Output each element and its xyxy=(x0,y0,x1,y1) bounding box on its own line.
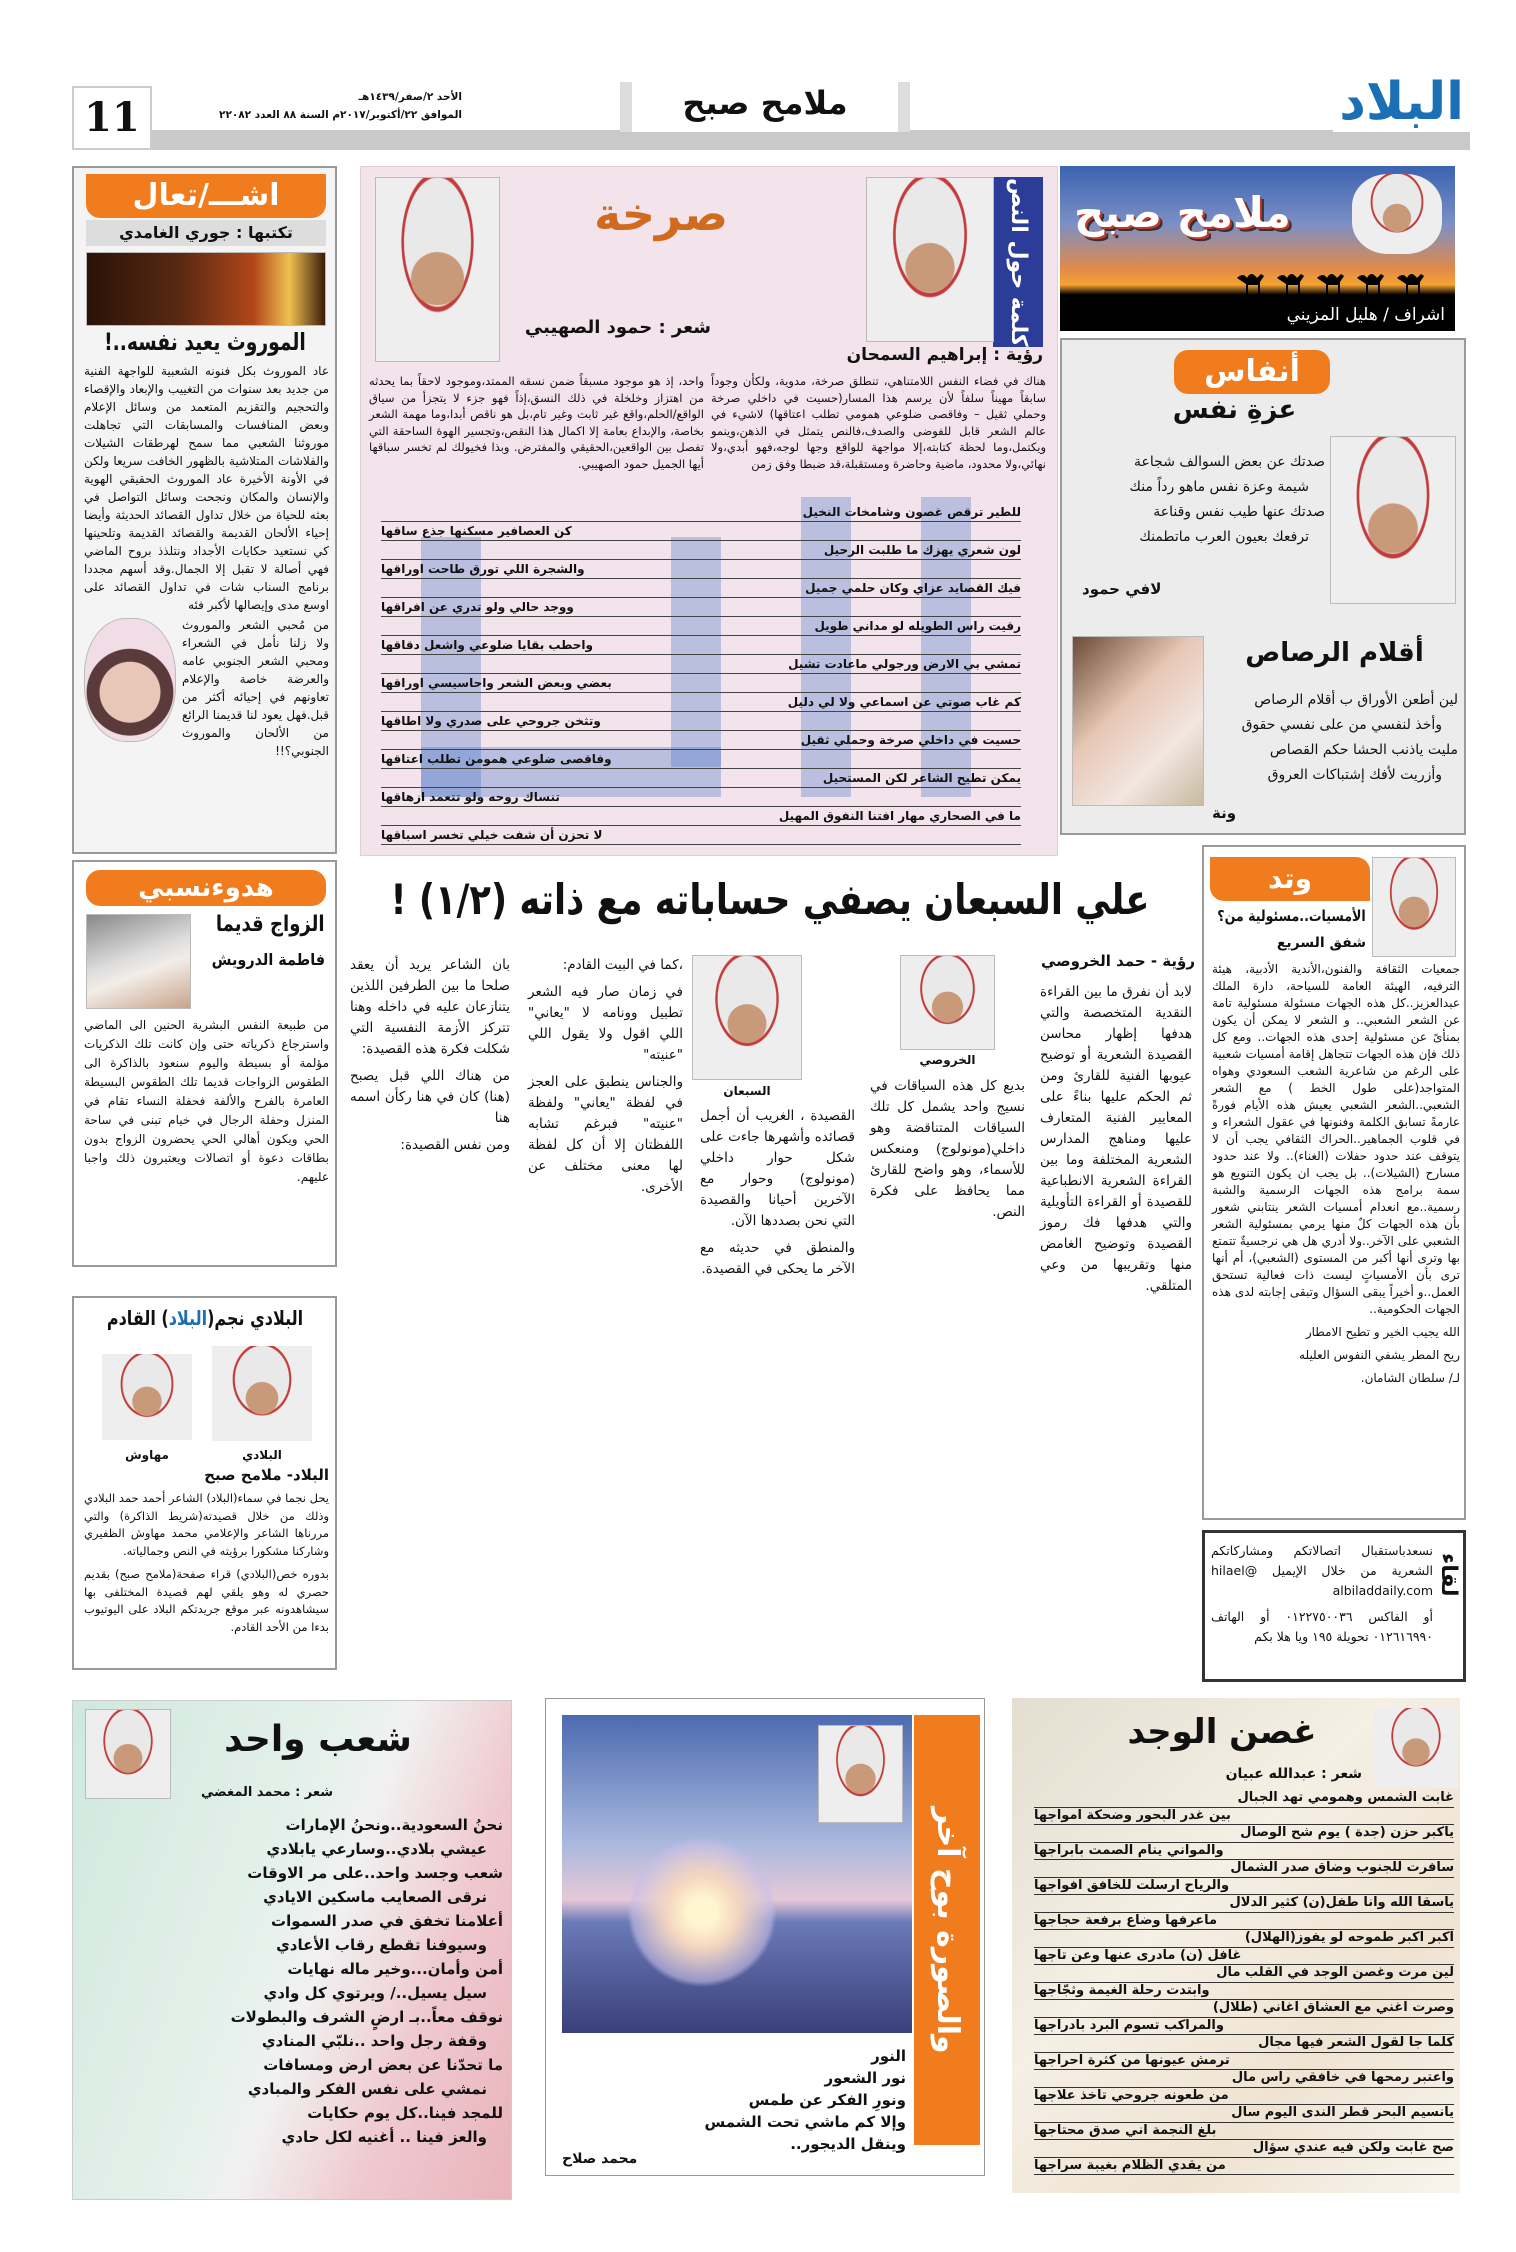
poem-title: صرخة xyxy=(593,187,729,241)
article-paragraph: والجناس ينطبق على العجز في لفظة "يعاني" ولفظة "عنيته" فبرغم تشابه اللفظتان إلا أن كل لفظة لها معنى مختلف عن الأخرى. xyxy=(528,1074,683,1195)
article-paragraph-list xyxy=(870,1076,1025,1229)
verse-line: والمراكب تسوم البرد بادراجها xyxy=(1034,2018,1454,2036)
article-paragraph: في زمان صار فيه الشعر تطبيل وونامه لا "يعاني" اللي اقول ولا يقول اللي "عنيته" xyxy=(528,984,683,1063)
verse-line: والرياح ارسلت للخافق افواجها xyxy=(1034,1878,1454,1896)
critic-byline: رؤية : إبراهيم السمحان xyxy=(846,345,1043,365)
column-tag: اشـــ/تعال xyxy=(86,174,326,218)
sarkha-section xyxy=(360,166,1058,856)
column-paragraph: من طبيعة النفس البشرية الحنين الى الماضي واسترجاع ذكرياته حتى وإن كانت تلك الذكريات مؤلمة أو بسيطة واليوم سنعود بالذاكرة الى الطقوس الزواجات قديما تلك الطقوس البسيطة العامرة بالفرح والألفة فحفلة النساء تقام في المنزل وحفلة الرجال في خيام تبنى في ساحة الحي ويكون أهالي الحي يحضرون الزواج بدون بطاقات دعوة أو اتصالات ويعتبرون ذلك واجبا عليهم. xyxy=(84,1018,329,1184)
contact-box xyxy=(1202,1530,1466,1682)
poem-line: لين أطعن الأوراق ب أقلام الرصاص xyxy=(1254,692,1458,708)
anfas-box xyxy=(1060,338,1466,835)
poem-line: وينقل الديجور.. xyxy=(790,2135,906,2153)
woman-photo xyxy=(1072,636,1204,806)
contact-line: أو الفاكس ٠١٢٢٧٥٠٠٣٦ أو الهاتف ٠١٢٦١٦٩٩٠ تحويلة ١٩٥ ويا هلا بكم xyxy=(1211,1609,1433,1644)
article-paragraph: ،كما في البيت القادم: xyxy=(562,957,683,973)
poem-line: وأزريت لأفك إشتباكات العروق xyxy=(1267,767,1442,783)
verse-line: ياكبر حزن (جدة ) يوم شح الوصال xyxy=(1034,1825,1454,1843)
column-paragraph: يحل نجما في سماء(البلاد) الشاعر أحمد حمد البلادي وذلك من خلال قصيدته(شريط الذاكرة) والتي مررناها الشاعر والإعلامي محمد مهاوش الظفيري وشاركنا مشكورا برؤيته في النص وجمالياته. xyxy=(84,1491,329,1558)
poem-line: صدتك عنها طيب نفس وقناعة xyxy=(1153,504,1325,520)
poem-line: صدتك عن بعض السوالف شجاعة xyxy=(1134,454,1325,470)
verse-line: لين مرت وغصن الوجد في القلب مال xyxy=(1034,1965,1454,1983)
poet-byline: شعر : حمود الصهيبي xyxy=(524,317,711,338)
verse-line: واحطب بقايا ضلوعي واشعل دقاقها xyxy=(381,636,1021,655)
column-paragraph-list xyxy=(1212,961,1460,1393)
mahawesh-photo xyxy=(102,1354,192,1440)
verse-line: يانسيم البحر قطر الندى اليوم سال xyxy=(1034,2105,1454,2123)
verse-line: بعضي وبعض الشعر واحاسيسي اوراقها xyxy=(381,674,1021,693)
hudoo-box xyxy=(72,860,337,1267)
column-paragraph: جمعيات الثقافة والفنون،الأندية الأدبية، هيئة الترفيه، الهيئة العامة للسياحة، دارة الملك عبدالعزيز..كل هذه الجهات مسئولة مسئولية تامة عن الشعر الشعبي.. و الشعر لا يمكن أن يكون بمنأىً عن مسئولية إحدى هذه الجهات.. ومع كل ذلك فإن هذه الجهات تتجاهل إقامة أمسيات شعبية على الرغم من شاعرية الشعب السعودي وهواه المتواجد(على طول الخط ) مع الشعر الشعبي..الشعر الشعبي يعيش هذه الأيام فورةً عارمةً تسابق الكلمة وفنونها في عقول الشعراء و في قلوب الجماهير..الحراك الثقافي يجب أن لا يتوقف عند حدود حفلات (الغناء).. ولا عند حدود مسارح (الشيلات).. بل يجب ان يكون التنويع هو سمة برامج هذه الجهات الرسمية والشبة رسمية..مع انعدام أمسيات الشعر ينتابني شعور بأن هذه الجهات كلٌ منها يرمي بمسئولية الشعر الشعبي على الآخر..ولا أدري هل هي نرجسيةٌ تتمتع بها وترى أنها أكبر من المستوى (الشعبي)، أم أنها ترى بأن الأمسياتٍ ليست ذات فعالية تستحق العمل..و أخيراً يبقى السؤال وتبقى إجابته لدى هذه الجهات الحكومية.. xyxy=(1212,962,1460,1316)
poem-line: وإلا كم ماشي تحت الشمس xyxy=(704,2113,906,2131)
poet-byline: شعر : محمد المغضي xyxy=(201,1785,333,1800)
column-headline: البلادي نجم(البلاد) القادم xyxy=(106,1306,304,1330)
poem-line-list xyxy=(1210,688,1458,788)
column-paragraph: بدوره خص(البلادي) قراء صفحة(ملامح صبح) بقديم حصري له وهو يلقي لهم قصيدة المختلفى بها سيشاهدونه عبر موقع جريدتكم البلاد على اليوتيوب بدءا من الأحد القادم. xyxy=(84,1567,329,1634)
verse-line: وابتدت رحلة الغيمة وثجّاجها xyxy=(1034,1983,1454,2001)
biladi-photo xyxy=(212,1346,312,1441)
matchbox-photo xyxy=(86,252,326,326)
verse-line: سافرت للجنوب وضاق صدر الشمال xyxy=(1034,1860,1454,1878)
date-gregorian: الموافق ٢٢/أكتوبر/٢٠١٧م السنة ٨٨ العدد ٢٢٠٨٢ xyxy=(219,109,462,121)
banner-title: ملامح صبح xyxy=(1074,188,1291,237)
poem-line-list xyxy=(1070,450,1325,550)
poem-line: النور xyxy=(871,2047,906,2065)
verse-line: من طعونه جروحي تاخذ علاجها xyxy=(1034,2088,1454,2106)
verse-line-list xyxy=(381,503,1021,845)
poem-title: شعب واحد xyxy=(224,1719,412,1760)
poem-line: للمجد فينا..كل يوم حكايات xyxy=(307,2104,503,2122)
headline-part: البلادي نجم xyxy=(214,1306,304,1330)
verse-line: ما في الصحاري مهار افتنا النفوق المهيل xyxy=(381,807,1021,826)
verse-line: ووجد حالي ولو تدري عن افراقها xyxy=(381,598,1021,617)
article-paragraph: بديع كل هذه السياقات في نسيج واحد يشمل كل تلك السياقات المتناقضة وهو داخلي(مونولوج) ومنعكس للأسماء، وهو واضح للقارئ مما يحافظ على فكرة النص. xyxy=(870,1078,1025,1220)
article-paragraph-list xyxy=(528,955,683,1204)
poem-line: شيمة وعزة نفس ماهو رداً منك xyxy=(1129,479,1309,495)
critic-photo xyxy=(866,177,994,342)
poem-line: أعلامنا تخفق في صدر السموات xyxy=(271,1912,503,1930)
poem-signature: لافي حمود xyxy=(1082,580,1162,598)
verse-line: والشجرة اللي تورق طاحت اوراقها xyxy=(381,560,1021,579)
poem-title: أقلام الرصاص xyxy=(1245,638,1424,668)
header-rule xyxy=(72,130,1470,150)
contact-label: لقاء xyxy=(1436,1553,1461,1597)
verse-line: فيك القصايد عزاي وكان حلمي جميل xyxy=(381,579,1021,598)
poem-line: نرقى الصعايب ماسكين الايادي xyxy=(263,1888,487,1906)
column-paragraph: ريح المطر يشفي النفوس العليله xyxy=(1299,1348,1460,1362)
article-paragraph: القصيدة ، الغريب أن أجمل قصائده وأشهرها جاءت على شكل حوار داخلي (مونولوج) وحوار مع الآخرين أحيانا والقصيدة التي نحن بصددها الآن. xyxy=(700,1108,855,1229)
verse-line: حسيت في داخلي صرخة وحملي ثقيل xyxy=(381,731,1021,750)
eshtaal-box xyxy=(72,166,337,854)
verse-line: بين غدر البحور وضحكة امواجها xyxy=(1034,1808,1454,1826)
section-title: ملامح صبح xyxy=(682,84,848,122)
verse-line: غافل (ن) مادرى عنها وعن تاجها xyxy=(1034,1948,1454,1966)
article-paragraph-list xyxy=(350,955,510,1162)
column-headline: الزواج قديما xyxy=(216,912,325,937)
photo-caption: السبعان xyxy=(723,1084,771,1098)
verse-line: غابت الشمس وهمومي تهد الجبال xyxy=(1034,1790,1454,1808)
subhead: البلاد- ملامح صبح xyxy=(204,1466,329,1484)
poet-photo xyxy=(1330,436,1456,604)
verse-line: تنساك روحه ولو تتعمد ازهاقها xyxy=(381,788,1021,807)
poem-line: أمن وأمان...وخير ماله نهايات xyxy=(287,1960,503,1978)
verse-line: كن العصافير مسكنها جذع ساقها xyxy=(381,522,1021,541)
verse-line: رقيت راس الطويله لو مداني طويل xyxy=(381,617,1021,636)
poet-photo xyxy=(375,177,500,362)
poem-line-list xyxy=(93,1813,503,2149)
poem-line: نحنُ السعودية..ونحنُ الإمارات xyxy=(285,1816,503,1834)
sabaan-photo xyxy=(692,955,802,1080)
contact-line: نسعدباستقبال اتصالاتكم ومشاركاتكم الشعرية من خلال الإيميل @hilael albiladdaily.com xyxy=(1211,1543,1433,1598)
verse-line: بلغ النجمة اني صدق محتاجها xyxy=(1034,2123,1454,2141)
verse-line: لا تحزن أن شفت خيلي تخسر اسباقها xyxy=(381,826,1021,845)
poet-byline: شعر : عبدالله عبيان xyxy=(1225,1766,1362,1782)
poem-line: وسيوفنا تقطع رقاب الأعادي xyxy=(276,1936,487,1954)
banner-supervisor: اشراف / هليل المزيني xyxy=(1286,305,1445,325)
section-label-vertical: والصورة بوح آخر xyxy=(914,1715,980,2145)
verse-line: اكبر اكبر طموحه لو يفوز(الهلال) xyxy=(1034,1930,1454,1948)
poem-line: شعب وجسد واحد..على مر الاوقات xyxy=(247,1864,503,1882)
photo-caption: البلادي xyxy=(242,1448,282,1462)
verse-line: وصرت اغني مع العشاق اغاني (طلال) xyxy=(1034,2000,1454,2018)
verse-line: كلما جا لقول الشعر فيها مجال xyxy=(1034,2035,1454,2053)
verse-line: ياسقا الله وانا طفل(ن) كثير الدلال xyxy=(1034,1895,1454,1913)
column-tag: وتد xyxy=(1210,857,1370,901)
poem-line-list xyxy=(696,2045,906,2155)
verse-line: صح غابت ولكن فيه عندي سؤال xyxy=(1034,2140,1454,2158)
verse-line-list xyxy=(1034,1790,1454,2175)
poem-line: ونورِ الفكر عن طمس xyxy=(748,2091,906,2109)
poem-signature: محمد صلاح xyxy=(562,2151,638,2167)
author-name: فاطمة الدرويش xyxy=(211,950,325,969)
page-number: 11 xyxy=(72,86,152,150)
verse-line: ماعرفها وضاع برفعة حجاجها xyxy=(1034,1913,1454,1931)
verse-line: من يقدي الظلام بغيبة سراجها xyxy=(1034,2158,1454,2176)
column-headline: الأمسيات..مسئولية من؟ xyxy=(1217,907,1366,925)
headline-logo: البلاد xyxy=(168,1306,208,1330)
photo-caption: الخروصي xyxy=(919,1053,976,1067)
article-paragraph-list xyxy=(700,1106,855,1286)
author-photo xyxy=(1372,857,1456,957)
poem-line: ترفعك بعيون العرب ماتطمنك xyxy=(1139,529,1309,545)
poem-title: عزةِ نفس xyxy=(1172,395,1297,425)
girl-photo xyxy=(84,618,176,742)
poem-line: نور الشعور xyxy=(824,2069,906,2087)
poem-line: عيشي بلادي..وسارعي يابلادي xyxy=(266,1840,487,1858)
poem-line: وقفة رجل واحد ..نلبّي المنادي xyxy=(261,2032,487,2050)
poet-photo xyxy=(1374,1708,1458,1788)
photo-caption: مهاوش xyxy=(125,1448,169,1462)
poet-photo xyxy=(85,1709,171,1799)
verse-line: للطير ترقص غصون وشامخات النخيل xyxy=(381,503,1021,522)
supervisor-photo xyxy=(1352,174,1442,254)
verse-line: واعتبر رمحها في خافقي راس مال xyxy=(1034,2070,1454,2088)
author-name: شفق السريع xyxy=(1276,935,1366,951)
newspaper-logo[interactable]: البلاد xyxy=(1333,72,1470,132)
column-headline: الموروث يعيد نفسه..! xyxy=(104,328,306,356)
poem-line: مليت ياذنب الحشا حكم القصاص xyxy=(1269,742,1458,758)
contact-line-list xyxy=(1211,1541,1433,1653)
article-headline: علي السبعان يصفي حساباته مع ذاته (١/٢) ! xyxy=(390,875,1150,924)
verse-line: وفاقصى ضلوعي همومن تطلب اعتاقها xyxy=(381,750,1021,769)
ghosn-box xyxy=(1012,1698,1460,2193)
poem-line: نوقف معاً..بـ ارضٍ الشرف والبطولات xyxy=(230,2008,503,2026)
column-paragraph-list xyxy=(84,1490,329,1642)
poem-line: نمشي على نفس الفكر والمبادي xyxy=(247,2080,487,2098)
verse-line: والمواني ينام الصمت بابراجها xyxy=(1034,1843,1454,1861)
shaab-wahed-box xyxy=(72,1700,512,2200)
poem-line: سيل يسيل../ ويرتوي كل وادي xyxy=(263,1984,487,2002)
poem-line: وأخذ لنفسي من على نفسي حقوق xyxy=(1241,717,1442,733)
poem-title: غصن الوجد xyxy=(1127,1712,1317,1752)
biladi-box xyxy=(72,1296,337,1670)
poem-signature: ونة xyxy=(1212,804,1237,822)
column-paragraph: الله يجيب الخير و تطيح الامطار xyxy=(1305,1325,1460,1339)
poet-photo xyxy=(818,1725,903,1823)
writing-photo xyxy=(86,914,191,1009)
verse-line: وتثخن جروحي على صدري ولا اطاقها xyxy=(381,712,1021,731)
intro-paragraph: هناك في فضاء النفس اللامتناهي، تنطلق صرخة، مدوية، ولكأن وجوداً سابقاً مهيناً سلفاً لأن يرسم هذا المسار(حسيت في داخلي صرخة وحملي ثقيل – وفاقصى ضلوعي همومي تطلب اعتاقها) لاشيء في عالم الشعر قابل للفوضى والصدف،فالنص يتمثل في الذهن،وينمو ويكتمل،وما لحظة كتابته،إلا مواجهة للواقع وجها لوجه،فهو أبدي،ولا نهائي،ولا محدود، ماضية وحاضرة ومستقبلة،قد ضبطا وفق زمن xyxy=(711,374,1046,471)
verse-line: كم غاب صوتي عن اسماعي ولا لي دليل xyxy=(381,693,1021,712)
article-paragraph-list xyxy=(1040,982,1192,1303)
verse-line: تمشي بي الارض ورجولي ماعادت تشيل xyxy=(381,655,1021,674)
article-paragraph: من هناك اللي قبل يصبح (هنا) كان في هنا ركأن اسمه هنا xyxy=(350,1068,510,1126)
column-paragraph: عاد الموروث بكل فنونه الشعبية للواجهة الفنية من جديد بعد سنوات من التغييب والإبعاد والإقصاء والتحجيم والتقزيم المتعمد من وسائل الإعلام وبعض المنافسات والمسابقات التي تجاهلت موروثنا الشعبي مما سمح لهرطقات الشيلات والفلاشات المتلاشية بالظهور الخافت سريعا ولكن في الأونة الأخيرة عاد الموروث الحقيقي الهوية والإنسان والمكان ونجحت وسائل التواصل في بعثه للحياة من خلال تداول القصائد الحديثة وأيضا إحياء الألحان القديمة والقصائد القديمة وتلحينها كي نستعيد حكايات الأجداد ونتلذذ بروح الماضي فهي أصالة لا تقبل إلا الجمال.وقد أسهم مجددا برنامج السناب شات في تداول القصائد على اوسع مدى وإيصالها لأكبر فئه xyxy=(84,364,329,612)
verse-line: يمكن تطيح الشاعر لكن المستحيل xyxy=(381,769,1021,788)
article-paragraph: ومن نفس القصيدة: xyxy=(400,1137,510,1153)
anfas-tag: أنفاس xyxy=(1174,350,1330,394)
verse-line: ترمش عيونها من كثرة احراجها xyxy=(1034,2053,1454,2071)
headline-part: القادم xyxy=(106,1306,156,1330)
columnist-byline: تكتبها : جوري الغامدي xyxy=(86,220,326,246)
poem-line: ما تحدّنا عن بعض ارض ومسافات xyxy=(263,2056,503,2074)
section-banner xyxy=(1060,166,1455,331)
date-hijri: الأحد ٢/صفر/١٤٣٩هـ xyxy=(358,91,462,103)
sura-box xyxy=(545,1698,985,2176)
article-paragraph: والمنطق في حديثه مع الآخر ما يحكى في القصيدة. xyxy=(700,1240,855,1277)
intro-paragraph: واحد، إذ هو موجود مسبقاً ضمن نسقه الممتد،وموجود لاحقاً بما يحدثه من اهتزاز وخلخلة في ذلك النسق،إذاً فهو جزء لا يتجزأ من سياق الواقع/الحلم،واقع غير ثابت وغير تام،بل هو ناقص أبدا،وما مهمة الشعر بخاصة، والإبداع بعامة إلا اكمال هذا النقص،وتجسير الهوة الساحقة التي تفصل بين الواقعين،الحقيقي والمفترض. وبذا فخيولك لم تخسر سباقها أيها الجميل حمود الصهيبي. xyxy=(369,374,704,471)
camel-silhouettes xyxy=(1235,266,1435,296)
masthead xyxy=(72,72,1470,152)
column-paragraph: من مُحبي الشعر والموروث ولا زلنا نأمل في الشعراء ومحبي الشعر الجنوبي عامه والعرضة خاصة والإعلام تعاونهم في إحيائه أكثر من قبل.فهل يعود لنا قديمنا الرائع من الألحان والموروث الجنوبي؟!! xyxy=(182,618,329,758)
article-paragraph: بان الشاعر يريد أن يعقد صلحا ما بين الطرفين اللذين يتنازعان عليه في داخله وهنا تتركز الأزمة النفسية التي شكلت فكرة هذه القصيدة: xyxy=(350,957,510,1057)
watad-box xyxy=(1202,845,1466,1520)
verse-line: لون شعري يهزك ما طلبت الرحيل xyxy=(381,541,1021,560)
article-paragraph: لابد أن نفرق ما بين القراءة النقدية المتخصصة والتي هدفها إظهار محاسن القصيدة الشعرية أو توضيح عيوبها الفنية للقارئ ومن ثم الحكم عليها بناءً على المعايير الفنية المتعارف عليها ومناهج المدارس الشعرية المختلفة وما بين القراءة الشعرية الانطباعية للقصيدة أو القراءة التأويلية والتي هدفها فك رموز القصيدة وتوضيح الغامض منها وتقريبها من وعي المتلقي. xyxy=(1040,984,1192,1294)
column-paragraph: لـ/ سلطان الشامان. xyxy=(1360,1371,1460,1385)
article-byline: رؤية - حمد الخروصي xyxy=(1040,952,1195,970)
column-tag: هدوءنسبي xyxy=(86,870,326,906)
khorousi-photo xyxy=(900,955,995,1050)
poem-line: والعز فينا .. أغنيه لكل حادي xyxy=(281,2128,487,2146)
section-label-vertical: كلمة حول النص xyxy=(993,177,1043,347)
